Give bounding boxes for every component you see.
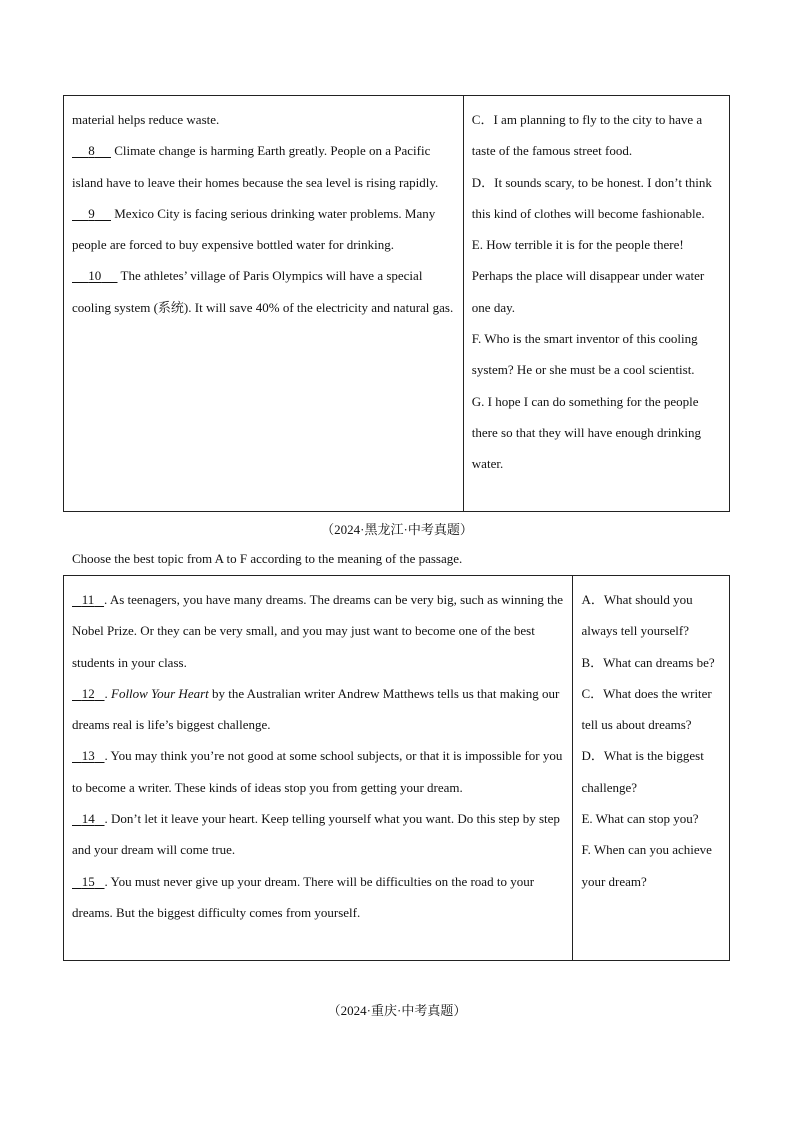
- answer-blank-14[interactable]: 14: [81, 811, 95, 827]
- option-e: E. What can stop you?: [581, 811, 699, 827]
- answer-blank-8[interactable]: 8: [88, 143, 95, 159]
- passage-paragraph: 13 . You may think you’re not good at some school subjects, or that it is impossible for you to become a writer. These kinds of ideas stop you from getting your dream.: [72, 740, 565, 803]
- option-d: D．What is the biggest challenge?: [581, 748, 704, 795]
- passage-cell-2: [64, 576, 572, 960]
- answer-blank-13[interactable]: 13: [81, 748, 95, 764]
- option-c: C．I am planning to fly to the city to have a taste of the famous street food.: [471, 112, 703, 159]
- option-b: B．What can dreams be?: [581, 654, 715, 670]
- passage-paragraph: 8 Climate change is harming Earth greatly. People on a Pacific island have to leave their homes because the sea level is rising rapidly.: [72, 135, 456, 198]
- passage-paragraph: 9 Mexico City is facing serious drinking water problems. Many people are forced to buy expensive bottled water for drinking.: [72, 198, 456, 261]
- passage-paragraph: 11 . As teenagers, you have many dreams. The dreams can be very big, such as winning the Nobel Prize. Or they can be very small, and you may just want to become one of the best students in your class.: [72, 584, 565, 678]
- matching-table-1: [63, 95, 730, 512]
- option-c: C．What does the writer tell us about dreams?: [581, 685, 712, 733]
- option-f: F. When can you achieve your dream?: [581, 842, 712, 889]
- answer-blank-15[interactable]: 15: [81, 873, 95, 889]
- book-title: Follow Your Heart: [111, 685, 209, 701]
- option-e: E. How terrible it is for the people there! Perhaps the place will disappear under water one day.: [471, 237, 705, 315]
- answer-blank-10[interactable]: 10: [88, 268, 102, 284]
- passage-cell-1: [64, 96, 463, 511]
- passage-paragraph: 14 . Don’t let it leave your heart. Keep telling yourself what you want. Do this step by step and your dream will come true.: [72, 803, 565, 866]
- passage-paragraph: 10 The athletes’ village of Paris Olympics will have a special cooling system (系统). It will save 40% of the electricity and natural gas.: [72, 260, 456, 323]
- options-cell-2: [572, 576, 729, 960]
- options-cell-1: [463, 96, 729, 511]
- passage-paragraph: material helps reduce waste.: [72, 112, 220, 127]
- matching-table-2: [63, 575, 730, 961]
- source-caption-1: （2024·黑龙江·中考真题）: [321, 522, 473, 537]
- instruction-text: Choose the best topic from A to F according to the meaning of the passage.: [72, 551, 463, 566]
- answer-blank-9[interactable]: 9: [88, 205, 95, 221]
- option-d: D．It sounds scary, to be honest. I don’t think this kind of clothes will become fashionable.: [471, 174, 712, 221]
- option-g: G. I hope I can do something for the people there so that they will have enough drinking water.: [471, 393, 702, 472]
- source-caption-2: （2024·重庆·中考真题）: [327, 1003, 467, 1018]
- answer-blank-12[interactable]: 12: [81, 685, 95, 701]
- passage-paragraph: 15 . You must never give up your dream. There will be difficulties on the road to your dreams. But the biggest difficulty comes from yourself.: [72, 866, 565, 929]
- answer-blank-11[interactable]: 11: [81, 592, 95, 607]
- passage-paragraph: 12 . Follow Your Heart by the Australian writer Andrew Matthews tells us that making our dreams real is life’s biggest challenge.: [72, 678, 565, 741]
- option-f: F. Who is the smart inventor of this cooling system? He or she must be a cool scientist.: [471, 331, 698, 378]
- option-a: A．What should you always tell yourself?: [581, 592, 693, 639]
